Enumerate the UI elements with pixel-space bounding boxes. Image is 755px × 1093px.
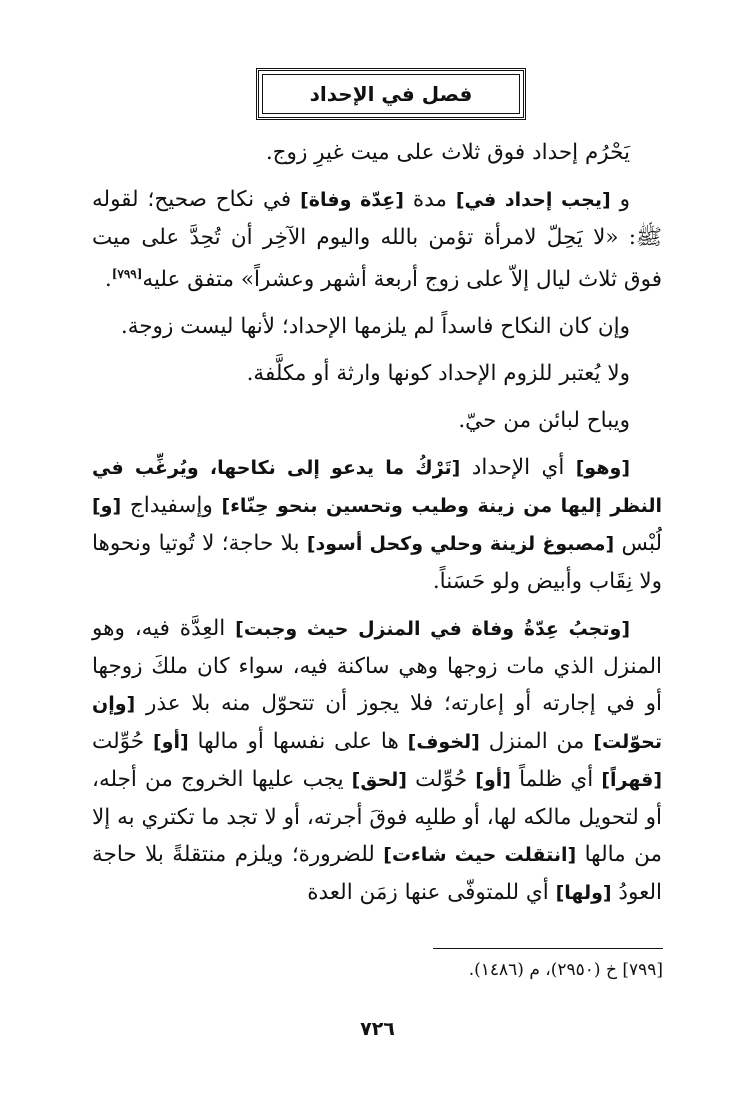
paragraph-5 (92, 402, 662, 439)
text-p2d: [عِدّة وفاة] (300, 189, 404, 211)
paragraph-4 (92, 355, 662, 392)
text-p5: ويباح لبائن من حيّ. (458, 408, 630, 434)
text-p2b: [يجب إحداد في] (455, 189, 611, 211)
text-p2e: في نكاح صحيح؛ لقوله ﷺ: «لا يَحِلّ لامرأة تؤمن بالله واليوم الآخِر أن تُحِدَّ على ميت فوق ثلاث ليال إلاّ على زوج أربعة أشهر وعشراً» متفق عليه (92, 187, 662, 293)
text-p7k: [أو] (475, 769, 511, 792)
section-title-box (256, 68, 526, 120)
text-p7l: حُوِّلت (407, 767, 476, 793)
text-p7i: [قهراً] (601, 769, 663, 792)
text-p7q: [ولها] (555, 882, 612, 905)
page-number: ٧٢٦ (360, 1018, 395, 1040)
text-p6g: [مصبوغ لزينة وحلي وكحل أسود] (306, 533, 615, 556)
text-p7r: أي للمتوفّى عنها زمَن العدة (307, 880, 556, 906)
text-p7b: العِدَّة فيه، وهو المنزل الذي مات زوجها وهي ساكنة فيه، سواء كان ملكَ زوجها أو في إجارته أو إعارته؛ فلا يجوز أن تتحوّل منه بلا عذر (92, 616, 662, 717)
text-p7d: من المنزل (479, 729, 594, 755)
footnote-divider (433, 948, 663, 949)
footnote: [٧٩٩] خ (٢٩٥٠)، م (١٤٨٦). (468, 960, 663, 980)
text-p6h: بلا حاجة؛ لا تُوتيا ونحوها ولا نِقَاب وأبيض ولو حَسَناً. (92, 531, 662, 595)
text-p3: وإن كان النكاح فاسداً لم يلزمها الإحداد؛ لأنها ليست زوجة. (120, 314, 630, 340)
paragraph-6 (92, 449, 662, 600)
page-body (92, 68, 662, 922)
text-p7h: حُوِّلت (92, 729, 153, 755)
footnote-ref[interactable]: [٧٩٩] (111, 267, 143, 281)
text-p2c: مدة (403, 187, 456, 212)
text-p6e: [و] (92, 495, 122, 518)
text-p1: يَحْرُم إحداد فوق ثلاث على ميت غيرِ زوج. (265, 140, 630, 165)
text-p2f: . (104, 267, 112, 293)
text-p7a: [وتجبُ عِدّةُ وفاة في المنزل حيث وجبت] (235, 618, 631, 641)
text-p7m: [لحق] (351, 769, 407, 792)
text-p7g: [أو] (152, 731, 189, 754)
text-p7n: يجب عليها الخروج من أجله، أو لتحويل مالكه لها، أو طلبِه فوقَ أجرته، أو لا تجد ما تكتري به إلا من مالها (92, 767, 662, 868)
paragraph-3 (92, 308, 662, 345)
text-p6d: وإسفيداج (121, 493, 222, 519)
text-p7p: للضرورة؛ ويلزم منتقلةً بلا حاجة العودُ (92, 842, 662, 906)
section-title: فصل في الإحداد (262, 74, 520, 114)
text-p7o: [انتقلت حيث شاءت] (383, 844, 577, 867)
text-p6b: أي الإحداد (460, 455, 576, 481)
text-p7c: [وإن تحوّلت] (92, 693, 662, 754)
text-p7f: ها على نفسها أو مالها (188, 729, 408, 755)
text-p6c: [تَرْكُ ما يدعو إلى نكاحها، ويُرغِّب في النظر إليها من زينة وطيب وتحسين بنحو حِنّاء] (92, 457, 663, 518)
text-p2a: و (610, 187, 630, 212)
text-p7j: أي ظلماً (510, 767, 602, 793)
text-p4: ولا يُعتبر للزوم الإحداد كونها وارثة أو مكلَّفة. (246, 361, 630, 387)
text-p7e: [لخوف] (407, 731, 480, 754)
text-p6a: [وهو] (575, 457, 630, 480)
paragraph-1 (92, 134, 662, 171)
paragraph-7 (92, 610, 662, 912)
text-p6f: لُبْس (614, 531, 662, 557)
paragraph-2 (92, 181, 662, 298)
